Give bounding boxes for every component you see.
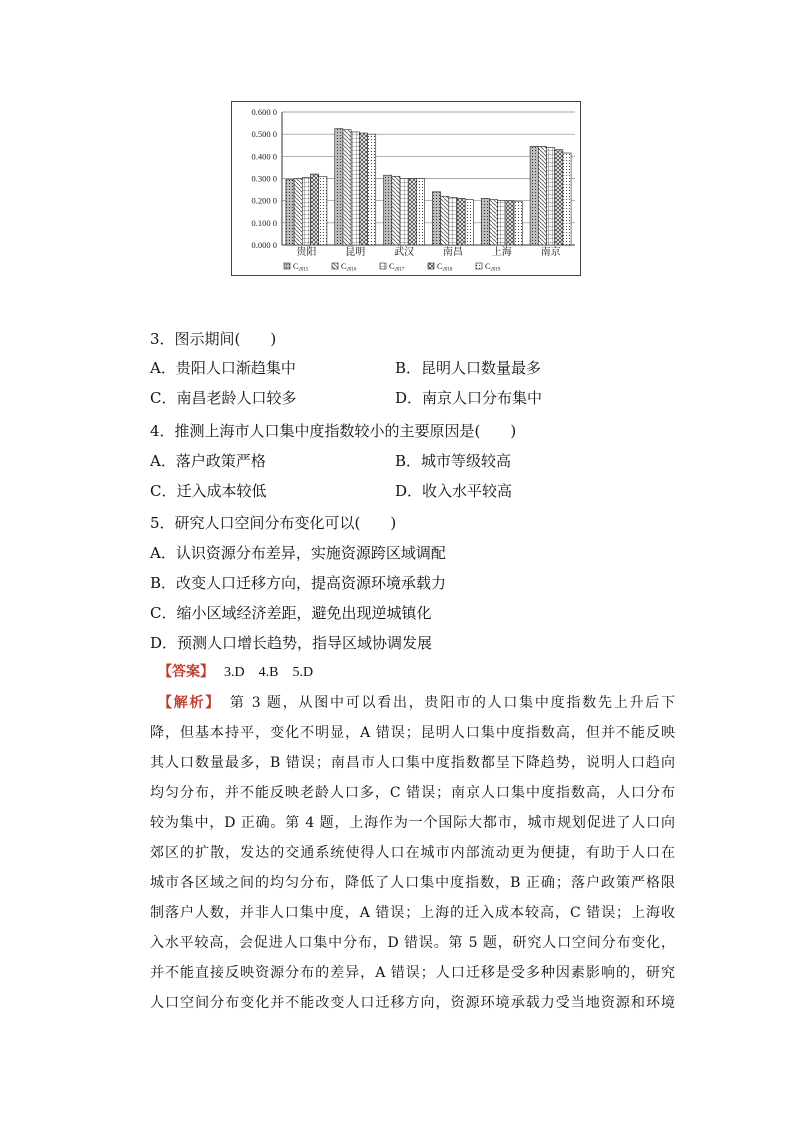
x-tick-label: 南昌 [442,247,463,258]
legend-label: C2018 [437,262,453,273]
explanation-text: 第 3 题，从图中可以看出，贵阳市的人口集中度指数先上升后下 [229,695,676,711]
q5-option-c: C．缩小区域经济差距，避免出现逆城镇化 [150,604,432,622]
explanation-line: 降，但基本持平，变化不明显，A 错误；昆明人口集中度指数高，但并不能反映 [150,725,675,741]
bar [489,200,497,245]
y-tick-label: 0.200 0 [251,195,277,206]
q3-option-a: A．贵阳人口渐趋集中 [150,359,296,377]
bar [351,132,359,245]
bar [555,150,563,245]
explanation-line: 较为集中，D 正确。第 4 题，上海作为一个国际大都市，城市规划促进了人口向 [150,815,675,831]
bar [311,174,319,245]
legend-swatch [428,263,434,269]
chart-bars [286,129,571,245]
q4-option-a: A．落户政策严格 [150,452,266,470]
bar [286,180,294,245]
chart-legend [284,262,501,273]
bar [343,130,351,245]
y-tick-label: 0.100 0 [251,217,277,228]
legend-swatch [332,263,338,269]
legend-label: C2017 [389,262,405,273]
bar [546,147,554,245]
y-tick-label: 0.400 0 [251,151,277,162]
bar [294,179,302,246]
bar [384,175,392,245]
bar [465,200,473,245]
x-tick-label: 上海 [491,247,512,258]
bar [392,176,400,245]
bar [530,146,538,245]
bar [514,201,522,245]
bar [441,196,449,245]
bar [538,146,546,245]
bar [319,176,327,245]
legend-swatch [476,263,482,269]
legend-swatch [380,263,386,269]
bar [416,179,424,246]
explanation-tag: 【解析】 [158,695,215,711]
bar [408,179,416,246]
bar [432,192,440,245]
explanation-line: 人口空间分布变化并不能改变人口迁移方向，资源环境承载力受当地资源和环境 [150,995,675,1011]
explanation-line: 均匀分布，并不能反映老龄人口多，C 错误；南京人口集中度指数高，人口分布 [150,785,675,801]
explanation-line: 郊区的扩散，发达的交通系统使得人口在城市内部流动更为便捷，有助于人口在 [150,845,675,861]
explanation-line: 城市各区域之间的均匀分布，降低了人口集中度指数，B 正确；落户政策严格限 [150,875,675,891]
y-tick-label: 0.300 0 [251,173,277,184]
q5-option-d: D．预测人口增长趋势，指导区域协调发展 [150,634,433,652]
q4-option-c: C．迁入成本较低 [150,482,267,500]
bar [563,153,571,245]
bar [359,133,367,245]
x-tick-label: 武汉 [394,247,415,258]
y-axis-ticks [252,107,278,250]
explanation-line: 并不能直接反映资源分布的差异，A 错误；人口迁移是受多种因素影响的，研究 [150,965,675,981]
y-tick-label: 0.600 0 [251,107,277,117]
bar [481,198,489,245]
bar [457,198,465,245]
x-axis-labels [296,245,560,258]
bar [335,129,343,245]
explanation-line: 入水平较高，会促进人口集中分布，D 错误。第 5 题，研究人口空间分布变化， [150,935,675,951]
q4-option-b: B．城市等级较高 [395,452,512,470]
q3-option-d: D．南京人口分布集中 [395,389,543,407]
answer-tag: 【答案】 [158,664,214,680]
bar [506,201,514,245]
legend-label: C2016 [341,262,357,273]
y-tick-label: 0.500 0 [251,129,277,140]
q4-option-d: D．收入水平较高 [395,482,513,500]
x-tick-label: 昆明 [345,247,366,258]
bar [400,179,408,246]
chart-svg [232,102,582,277]
bar [368,134,376,245]
x-tick-label: 贵阳 [296,247,317,258]
explanation [150,688,675,1018]
legend-label: C2015 [293,262,309,273]
explanation-line: 制落户人数，并非人口集中度，A 错误；上海的迁入成本较高，C 错误；上海收 [150,905,675,921]
x-tick-label: 南京 [540,247,561,258]
question-4-stem: 4．推测上海市人口集中度指数较小的主要原因是( ) [150,422,517,440]
bar [449,197,457,245]
question-3-stem: 3．图示期间( ) [150,330,277,348]
q3-option-c: C．南昌老龄人口较多 [150,389,297,407]
answer-text: 3.D 4.B 5.D [224,665,314,680]
q5-option-a: A．认识资源分布差异，实施资源跨区域调配 [150,544,446,562]
y-tick-label: 0.000 0 [251,240,277,250]
explanation-line [150,688,675,718]
bar-chart [231,101,581,276]
explanation-line: 其人口数量最多，B 错误；南昌市人口集中度指数都呈下降趋势，说明人口趋向 [150,755,675,771]
question-5-stem: 5．研究人口空间分布变化可以( ) [150,514,397,532]
legend-label: C2019 [485,262,501,273]
bar [302,177,310,245]
answer-row [158,662,313,683]
legend-swatch [284,263,290,269]
q3-option-b: B．昆明人口数量最多 [395,359,542,377]
bar [498,201,506,245]
q5-option-b: B．改变人口迁移方向，提高资源环境承载力 [150,574,447,592]
